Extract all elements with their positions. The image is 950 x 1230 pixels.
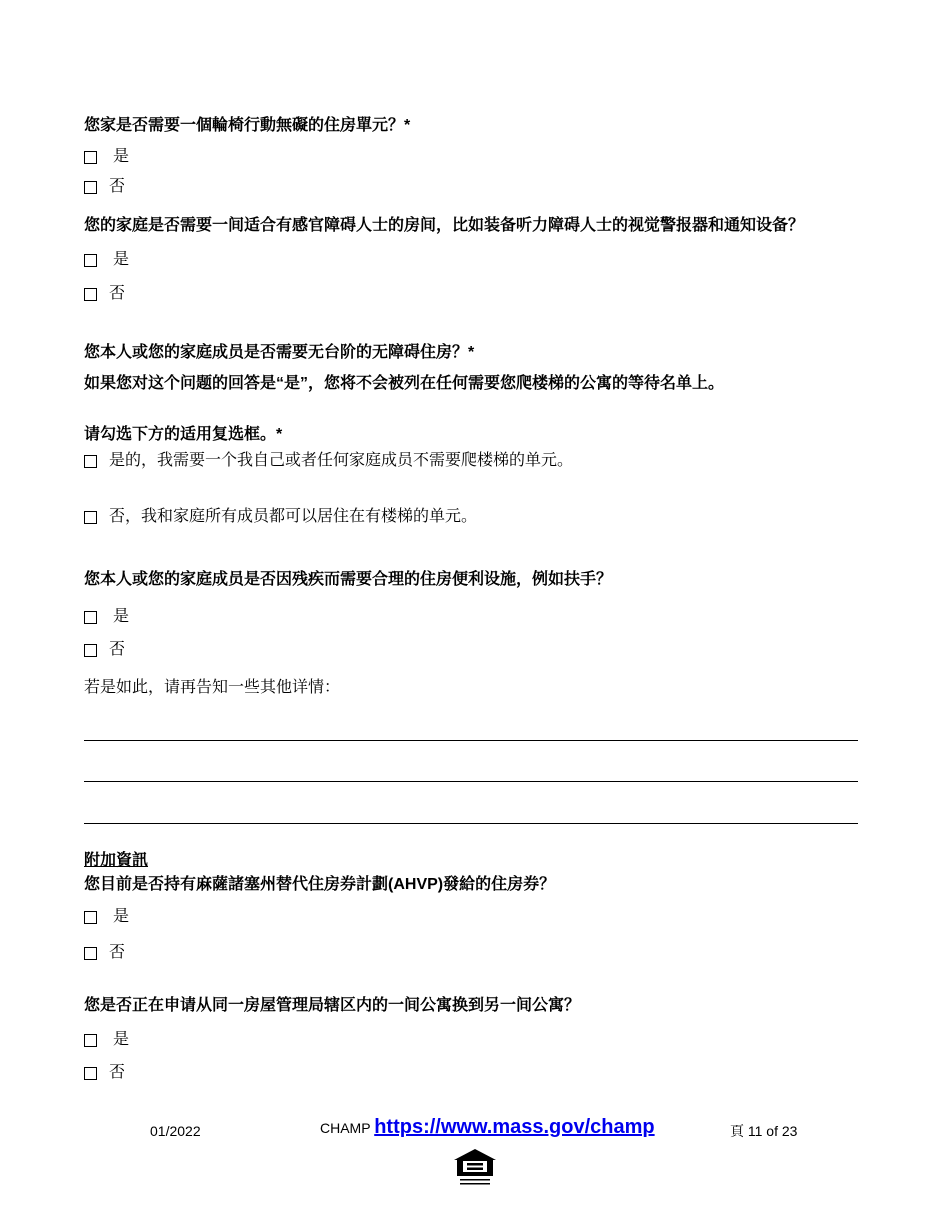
checkbox-q2-no[interactable]	[84, 284, 125, 304]
question-wheelchair: 您家是否需要一個輪椅行動無礙的住房單元？*	[84, 117, 411, 134]
checkbox-q3-yes[interactable]	[84, 451, 573, 471]
details-line-1[interactable]	[84, 740, 858, 741]
question-step-free-note: 如果您对这个问题的回答是“是”，您将不会被列在任何需要您爬楼梯的公寓的等待名单上。	[84, 375, 725, 392]
question-sensory: 您的家庭是否需要一间适合有感官障碍人士的房间，比如装备听力障碍人士的视觉警报器和通知设备？	[84, 217, 805, 234]
option-label: 否	[109, 178, 126, 195]
details-line-2[interactable]	[84, 781, 858, 782]
checkbox-icon[interactable]	[84, 511, 97, 524]
checkbox-q4-yes[interactable]	[84, 607, 129, 627]
checkbox-q6-yes[interactable]	[84, 1030, 129, 1050]
option-label: 否	[109, 944, 126, 961]
checkbox-q6-no[interactable]	[84, 1063, 125, 1083]
question-transfer: 您是否正在申请从同一房屋管理局辖区内的一间公寓换到另一间公寓？	[84, 997, 581, 1014]
checkbox-icon[interactable]	[84, 644, 97, 657]
checkbox-icon[interactable]	[84, 455, 97, 468]
option-label: 是	[113, 251, 130, 268]
question-ahvp: 您目前是否持有麻薩諸塞州替代住房券計劃(AHVP)發給的住房券？	[84, 876, 556, 893]
checkbox-q5-yes[interactable]	[84, 907, 129, 927]
option-label: 否	[109, 285, 126, 302]
instruction: 请勾选下方的适用复选框。*	[84, 426, 283, 443]
option-label: 否	[109, 1064, 126, 1081]
option-label: 是的，我需要一个我自己或者任何家庭成员不需要爬楼梯的单元。	[109, 452, 574, 469]
option-label: 否，我和家庭所有成员都可以居住在有楼梯的单元。	[109, 508, 478, 525]
checkbox-q4-no[interactable]	[84, 640, 125, 660]
checkbox-q2-yes[interactable]	[84, 250, 129, 270]
checkbox-icon[interactable]	[84, 911, 97, 924]
checkbox-icon[interactable]	[84, 151, 97, 164]
option-label: 是	[113, 908, 130, 925]
question-accommodation: 您本人或您的家庭成员是否因残疾而需要合理的住房便利设施，例如扶手？	[84, 571, 613, 588]
checkbox-icon[interactable]	[84, 288, 97, 301]
details-prompt: 若是如此，请再告知一些其他详情：	[84, 679, 341, 696]
option-label: 否	[109, 641, 126, 658]
checkbox-q1-no[interactable]	[84, 177, 125, 197]
checkbox-icon[interactable]	[84, 611, 97, 624]
checkbox-icon[interactable]	[84, 1067, 97, 1080]
checkbox-icon[interactable]	[84, 947, 97, 960]
equal-housing-icon	[452, 1148, 498, 1188]
option-label: 是	[113, 148, 130, 165]
footer-date: 01/2022	[150, 1123, 201, 1139]
checkbox-q3-no[interactable]	[84, 507, 477, 527]
checkbox-icon[interactable]	[84, 181, 97, 194]
question-step-free: 您本人或您的家庭成员是否需要无台阶的无障碍住房？*	[84, 344, 475, 361]
checkbox-q5-no[interactable]	[84, 943, 125, 963]
page-number: 頁 11 of 23	[730, 1123, 798, 1139]
champ-link[interactable]: https://www.mass.gov/champ	[374, 1116, 655, 1138]
checkbox-icon[interactable]	[84, 254, 97, 267]
option-label: 是	[113, 608, 130, 625]
checkbox-icon[interactable]	[84, 1034, 97, 1047]
section-title: 附加資訊	[84, 852, 149, 869]
option-label: 是	[113, 1031, 130, 1048]
champ-label: CHAMP	[320, 1120, 371, 1136]
checkbox-q1-yes[interactable]	[84, 147, 129, 167]
details-line-3[interactable]	[84, 823, 858, 824]
equal-housing-logo	[452, 1148, 498, 1188]
footer-champ	[320, 1117, 655, 1138]
